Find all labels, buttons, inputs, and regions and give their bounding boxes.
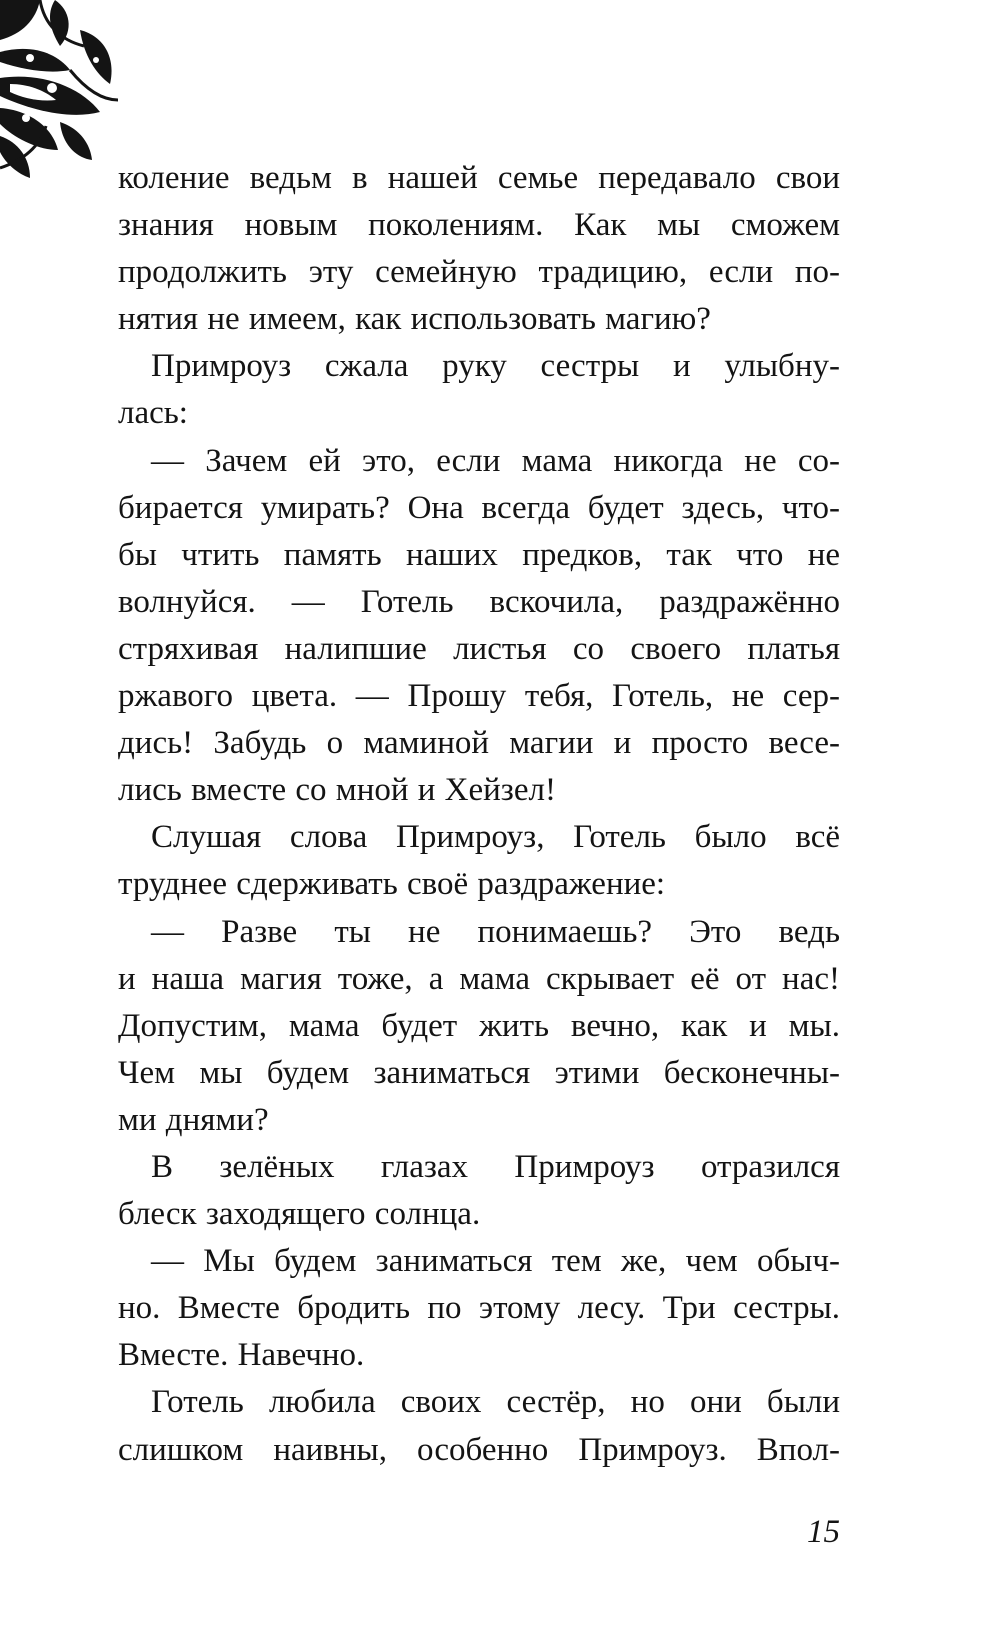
text-line: лась: — [118, 395, 188, 432]
text-line: волнуйся. — Готель вскочила, раздражённо — [118, 583, 840, 620]
text-line: бы чтить память наших предков, так что не — [118, 536, 840, 573]
text-line: Вместе. Навечно. — [118, 1337, 365, 1374]
text-line: Допустим, мама будет жить вечно, как и мы. — [118, 1007, 840, 1044]
text-line: слишком наивны, особенно Примроуз. Впол- — [118, 1431, 840, 1468]
text-line: Слушая слова Примроуз, Готель было всё — [118, 819, 840, 856]
text-line: знания новым поколениям. Как мы сможем — [118, 207, 840, 244]
text-line: — Зачем ей это, если мама никогда не со- — [118, 442, 840, 479]
page-number: 15 — [807, 1514, 840, 1550]
decorative-corner-ornament-icon — [0, 0, 120, 180]
text-line: ми днями? — [118, 1101, 269, 1138]
text-line: продолжить эту семейную традицию, если по- — [118, 254, 840, 291]
text-line: стряхивая налипшие листья со своего платья — [118, 630, 840, 667]
text-line: Чем мы будем заниматься этими бесконечны- — [118, 1054, 840, 1091]
text-line: В зелёных глазах Примроуз отразился — [118, 1148, 840, 1185]
text-line: дись! Забудь о маминой магии и просто весе- — [118, 725, 840, 762]
text-line: лись вместе со мной и Хейзел! — [118, 772, 556, 809]
text-line: но. Вместе бродить по этому лесу. Три сестры. — [118, 1290, 840, 1327]
text-line: Примроуз сжала руку сестры и улыбну- — [118, 348, 840, 385]
text-line: Готель любила своих сестёр, но они были — [118, 1384, 840, 1421]
text-line: труднее сдерживать своё раздражение: — [118, 866, 666, 903]
text-line: бирается умирать? Она всегда будет здесь, что- — [118, 489, 840, 526]
text-line: и наша магия тоже, а мама скрывает её от нас! — [118, 960, 840, 997]
text-line: нятия не имеем, как использовать магию? — [118, 301, 711, 338]
text-line: ржавого цвета. — Прошу тебя, Готель, не сер- — [118, 678, 840, 715]
text-line: — Разве ты не понимаешь? Это ведь — [118, 913, 840, 950]
book-page-text — [118, 155, 840, 1474]
text-line: — Мы будем заниматься тем же, чем обыч- — [118, 1243, 840, 1280]
text-line: коление ведьм в нашей семье передавало свои — [118, 160, 840, 196]
text-line: блеск заходящего солнца. — [118, 1196, 481, 1233]
